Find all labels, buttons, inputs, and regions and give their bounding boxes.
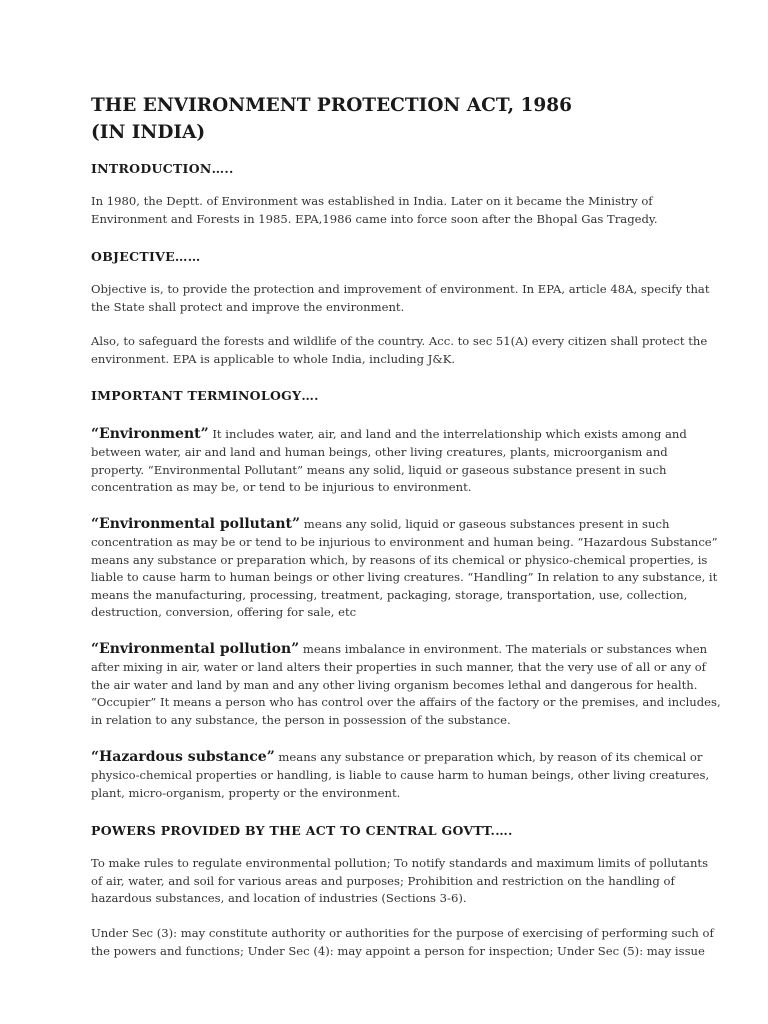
text-line: “Occupier” It means a person who has control over the affairs of the factory or the premises, and includes, <box>91 695 721 709</box>
text-line: property. “Environmental Pollutant” means any solid, liquid or gaseous substance present in such <box>91 462 667 477</box>
text-line: after mixing in air, water or land alters their properties in such manner, that the very use of all or any of <box>91 660 706 674</box>
text-line: hazardous substances, and location of industries (Sections 3-6). <box>91 891 467 905</box>
text-line: the powers and functions; Under Sec (4): may appoint a person for inspection; Under Sec (5): may issue <box>91 943 705 958</box>
definition-text: means any solid, liquid or gaseous substances present in such <box>300 517 670 531</box>
text-line: Under Sec (3): may constitute authority or authorities for the purpose of exercising of performing such of <box>91 926 714 940</box>
text-line: In 1980, the Deptt. of Environment was established in India. Later on it became the Ministry of <box>91 194 653 208</box>
text-line: means any substance or preparation which, by reasons of its chemical or physico-chemical properties, is <box>91 552 708 567</box>
definition-text: means imbalance in environment. The materials or substances when <box>299 642 708 656</box>
text-line: of air, water, and soil for various areas and purposes; Prohibition and restriction on the handling of <box>91 873 675 888</box>
definition-first-line <box>91 425 691 444</box>
text-line: concentration as may be or tend to be injurious to environment and human being. “Hazardous Substance” <box>91 535 718 549</box>
definition-text: means any substance or preparation which, by reason of its chemical or <box>274 750 703 764</box>
text-line: means the manufacturing, processing, treatment, packaging, storage, transportation, use, collection, <box>91 587 688 602</box>
text-line: environment. EPA is applicable to whole India, including J&K. <box>91 351 456 366</box>
definition-environmental-pollution <box>91 640 721 729</box>
objective-paragraph-2 <box>91 333 708 368</box>
definition-environmental-pollutant <box>91 515 718 622</box>
introduction-heading: INTRODUCTION….. <box>91 161 234 176</box>
powers-paragraph-1 <box>91 855 709 908</box>
definition-environment <box>91 425 691 497</box>
definition-first-line <box>91 748 703 767</box>
document-title-line-1: THE ENVIRONMENT PROTECTION ACT, 1986 <box>91 95 572 116</box>
document-title <box>91 92 691 146</box>
text-line: plant, micro-organism, property or the environment. <box>91 785 401 800</box>
text-line: destruction, conversion, offering for sale, etc <box>91 605 357 619</box>
text-line: Objective is, to provide the protection and improvement of environment. In EPA, article 48A, specify that <box>91 282 710 296</box>
text-line: concentration as may be, or tend to be injurious to environment. <box>91 480 472 494</box>
text-line: physico-chemical properties or handling, is liable to cause harm to human beings, other living creatures, <box>91 768 710 782</box>
text-line: between water, air and land and human beings, other living creatures, plants, microorganism and <box>91 445 668 459</box>
powers-paragraph-2 <box>91 925 714 960</box>
text-line: To make rules to regulate environmental pollution; To notify standards and maximum limits of pollutants <box>91 856 709 870</box>
text-line: the air water and land by man and any other living organism becomes lethal and dangerous for health. <box>91 677 698 692</box>
text-line: Environment and Forests in 1985. EPA,1986 came into force soon after the Bhopal Gas Tragedy. <box>91 211 658 226</box>
text-line: liable to cause harm to human beings or other living creatures. “Handling” In relation to any substance, it <box>91 570 718 584</box>
introduction-paragraph <box>91 193 691 228</box>
document-title-line-2: (IN INDIA) <box>91 122 206 143</box>
definition-term: “Hazardous substance” <box>91 749 275 765</box>
definition-text: It includes water, air, and land and the interrelationship which exists among and <box>208 427 687 441</box>
objective-paragraph-1 <box>91 281 710 316</box>
text-line: the State shall protect and improve the environment. <box>91 299 405 314</box>
objective-heading: OBJECTIVE…… <box>91 249 201 264</box>
text-line: Also, to safeguard the forests and wildlife of the country. Acc. to sec 51(A) every citizen shall protect the <box>91 334 708 348</box>
definition-hazardous-substance <box>91 748 710 802</box>
powers-heading: POWERS PROVIDED BY THE ACT TO CENTRAL GOVTT.…. <box>91 823 513 838</box>
definition-first-line <box>91 515 691 534</box>
definition-term: “Environmental pollutant” <box>91 516 301 532</box>
definition-term: “Environmental pollution” <box>91 641 300 657</box>
definition-term: “Environment” <box>91 426 209 442</box>
definition-first-line <box>91 640 708 659</box>
terminology-heading: IMPORTANT TERMINOLOGY…. <box>91 388 319 403</box>
text-line: in relation to any substance, the person in possession of the substance. <box>91 712 511 727</box>
